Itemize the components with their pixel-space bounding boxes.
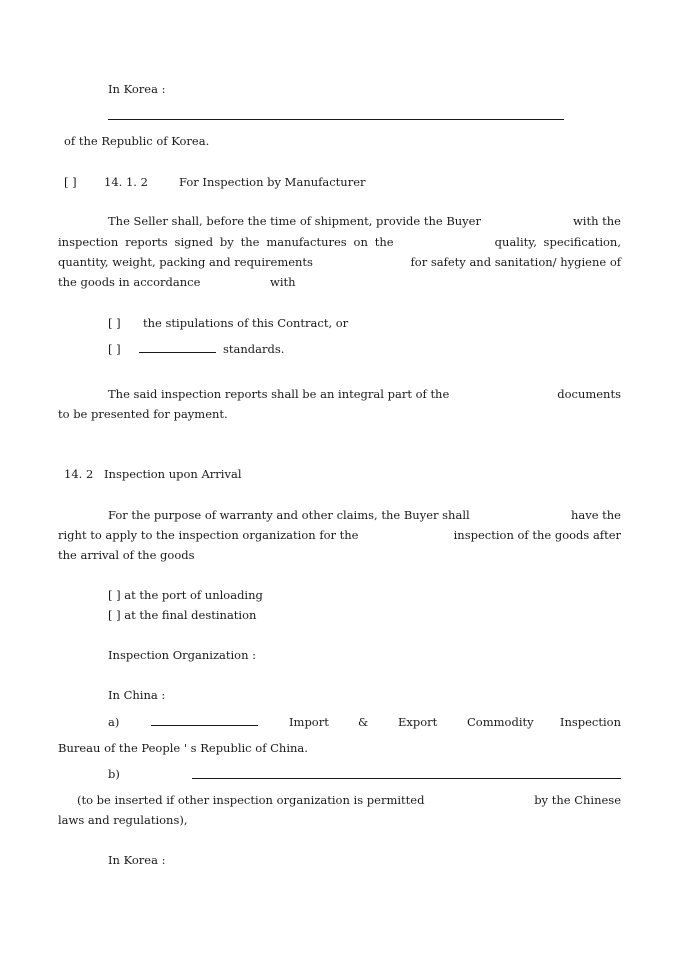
note-line1-b: by the Chinese	[534, 793, 621, 807]
para-1412-line2-b: quality, specification,	[494, 235, 621, 249]
item-a-word-ampersand: &	[358, 715, 369, 729]
para-142-line1-a: For the purpose of warranty and other claims, the Buyer shall	[108, 508, 470, 522]
para-1412-line3-b: for safety and sanitation/ hygiene of	[410, 255, 621, 269]
korea-fill-line-top	[108, 119, 564, 120]
item-a-word-commodity: Commodity	[467, 715, 534, 729]
inspection-org-label: Inspection Organization :	[108, 648, 257, 662]
item-a-word-inspection: Inspection	[559, 715, 621, 729]
para-142-line2-b: inspection of the goods after	[453, 528, 621, 542]
item-a-word-import: Import	[289, 715, 329, 729]
item-a-label: a)	[108, 715, 120, 729]
para-1412-line2-a: inspection reports signed by the manufactures on the	[58, 235, 394, 249]
para-1412-line3-a: quantity, weight, packing and requirements	[58, 255, 313, 269]
section-title-142: Inspection upon Arrival	[104, 467, 242, 481]
section-title-1412: For Inspection by Manufacturer	[179, 175, 366, 189]
option1-checkbox: [ ]	[108, 316, 121, 330]
option-final-destination: [ ] at the final destination	[108, 608, 257, 622]
korea-label-bottom: In Korea :	[108, 853, 166, 867]
section-number-142: 14. 2	[64, 467, 94, 481]
item-a-line2: Bureau of the People ' s Republic of China.	[58, 741, 308, 755]
reports-line1-b: documents	[557, 387, 621, 401]
note-line2: laws and regulations),	[58, 813, 188, 827]
item-b-blank-line	[192, 778, 621, 779]
para-1412-line1-b: with the	[572, 214, 621, 228]
reports-line2: to be presented for payment.	[58, 407, 228, 421]
option-port-of-unloading: [ ] at the port of unloading	[108, 588, 263, 602]
item-a-word-export: Export	[398, 715, 438, 729]
para-142-line1-b: have the	[570, 508, 621, 522]
para-142-line3: the arrival of the goods	[58, 548, 195, 562]
option1-text: the stipulations of this Contract, or	[143, 316, 349, 330]
china-label: In China :	[108, 688, 166, 702]
checkbox-1412: [ ]	[64, 175, 77, 189]
note-line1-a: (to be inserted if other inspection organization is permitted	[77, 793, 425, 807]
section-number-1412: 14. 1. 2	[104, 175, 148, 189]
item-a-blank-line	[151, 725, 258, 726]
para-1412-line4-b: with	[270, 275, 296, 289]
republic-line: of the Republic of Korea.	[64, 134, 210, 148]
item-b-label: b)	[108, 767, 120, 781]
para-1412-line4-a: the goods in accordance	[58, 275, 201, 289]
reports-line1-a: The said inspection reports shall be an integral part of the	[108, 387, 450, 401]
para-142-line2-a: right to apply to the inspection organization for the	[58, 528, 359, 542]
para-1412-line1-a: The Seller shall, before the time of shipment, provide the Buyer	[108, 214, 481, 228]
korea-label-top: In Korea :	[108, 82, 166, 96]
option2-blank-line	[139, 352, 216, 353]
option2-text: standards.	[223, 342, 285, 356]
option2-checkbox: [ ]	[108, 342, 121, 356]
